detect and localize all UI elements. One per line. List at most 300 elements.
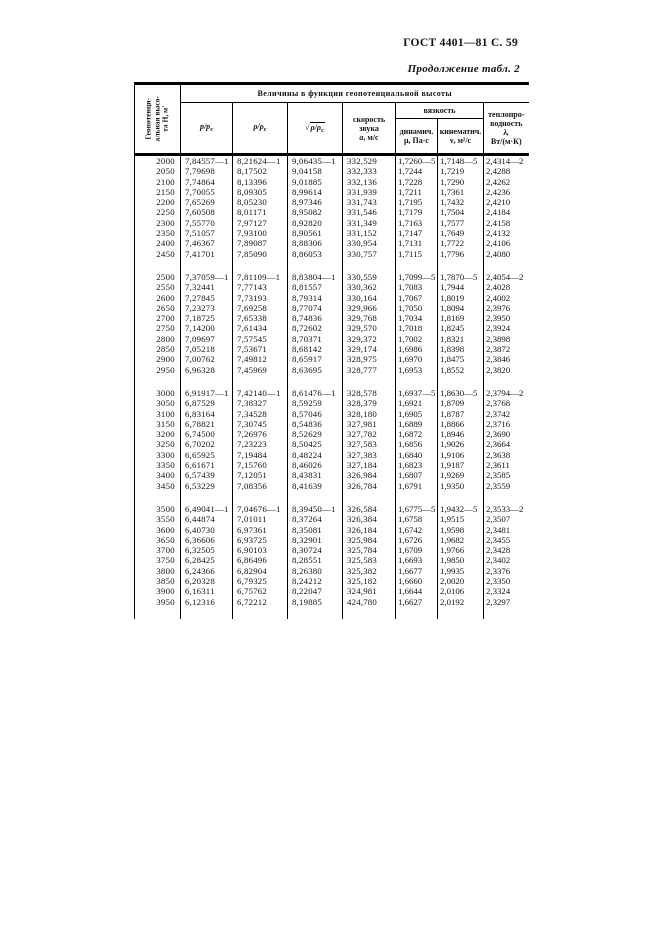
spacer-cell bbox=[396, 491, 438, 504]
table-cell: 6,74500 bbox=[181, 429, 233, 439]
table-cell: 2,3742 bbox=[486, 408, 511, 419]
table-cell: 1,6921 bbox=[396, 398, 438, 408]
spacer-row bbox=[135, 491, 529, 504]
table-cell: 7,69258 bbox=[233, 303, 288, 313]
table-cell: 331,546 bbox=[343, 207, 396, 217]
table-row bbox=[135, 439, 529, 449]
table-cell: 1,8169 bbox=[438, 313, 484, 323]
table-cell: 2,4106 bbox=[486, 238, 511, 249]
table-cell: 1,7260—5 bbox=[396, 155, 438, 167]
table-row bbox=[135, 504, 529, 514]
kinematic-viscosity-line1: кинематич. bbox=[439, 127, 482, 136]
table-cell: 2200 bbox=[135, 197, 181, 207]
table-cell: 2,4028 bbox=[486, 282, 511, 293]
table-cell: 3050 bbox=[135, 398, 181, 408]
table-cell: 8,32901 bbox=[288, 535, 343, 545]
table-cell: 7,37059—1 bbox=[181, 272, 233, 282]
speed-label-line1: скорость bbox=[352, 114, 386, 124]
table-cell: 1,8398 bbox=[438, 344, 484, 354]
col-header-pressure-ratio bbox=[181, 103, 233, 155]
table-cell: 332,333 bbox=[343, 166, 396, 176]
table-cell: 2,0106 bbox=[438, 586, 484, 596]
col-header-density-ratio bbox=[233, 103, 288, 155]
table-cell: 1,8630—5 bbox=[438, 388, 484, 398]
table-cell: 7,08356 bbox=[233, 481, 288, 491]
height-label-line3: та Н, м' bbox=[160, 105, 170, 133]
spacer-cell bbox=[288, 491, 343, 504]
table-cell: 2350 bbox=[135, 228, 181, 238]
table-row bbox=[135, 344, 529, 354]
table-cell: 1,8552 bbox=[438, 365, 484, 375]
table-cell: 7,65338 bbox=[233, 313, 288, 323]
table-row bbox=[135, 597, 529, 607]
table-cell: 2,3559 bbox=[486, 480, 511, 491]
table-cell: 1,7067 bbox=[396, 293, 438, 303]
table-row bbox=[135, 166, 529, 176]
table-cell: 8,70371 bbox=[288, 334, 343, 344]
table-cell: 2,3820 bbox=[486, 364, 511, 375]
table-cell: 1,7131 bbox=[396, 238, 438, 248]
table-title: Величины в функции геопотенциальной высоты bbox=[181, 84, 529, 103]
spacer-cell bbox=[484, 491, 529, 504]
table-cell: 1,6791 bbox=[396, 481, 438, 491]
table-cell: 1,6644 bbox=[396, 586, 438, 596]
table-cell: 2,3950 bbox=[486, 313, 511, 324]
table-cell: 3400 bbox=[135, 470, 181, 480]
spacer-row bbox=[135, 259, 529, 272]
height-label-line2: альная высо- bbox=[151, 96, 161, 142]
table-cell: 332,529 bbox=[343, 155, 396, 167]
table-cell: 8,30724 bbox=[288, 545, 343, 555]
table-cell: 329,372 bbox=[343, 334, 396, 344]
pressure-ratio-base: p/p bbox=[199, 122, 211, 131]
table-cell: 7,01011 bbox=[233, 514, 288, 524]
table-cell: 1,6758 bbox=[396, 514, 438, 524]
table-cell: 7,73193 bbox=[233, 293, 288, 303]
table-cell: 3950 bbox=[135, 597, 181, 607]
table-cell: 8,77074 bbox=[288, 303, 343, 313]
table-row bbox=[135, 419, 529, 429]
table-cell: 8,13396 bbox=[233, 177, 288, 187]
table-cell: 8,28551 bbox=[288, 555, 343, 565]
table-cell: 2,0192 bbox=[438, 597, 484, 607]
table-cell: 7,26976 bbox=[233, 429, 288, 439]
table-cell: 1,7083 bbox=[396, 282, 438, 292]
table-cell: 8,63695 bbox=[288, 365, 343, 375]
table-cell: 6,75762 bbox=[233, 586, 288, 596]
table-row bbox=[135, 313, 529, 323]
table-cell: 7,38327 bbox=[233, 398, 288, 408]
table-cell: 7,30745 bbox=[233, 419, 288, 429]
dynamic-viscosity-line1: динамич. bbox=[399, 127, 434, 136]
table-row bbox=[135, 228, 529, 238]
table-cell: 2700 bbox=[135, 313, 181, 323]
table-cell: 1,6709 bbox=[396, 545, 438, 555]
table-cell: 2650 bbox=[135, 303, 181, 313]
table-cell: 2,3585 bbox=[486, 470, 511, 481]
table-cell: 2250 bbox=[135, 207, 181, 217]
table-cell: 2,3690 bbox=[486, 429, 511, 440]
table-cell: 2,3402 bbox=[486, 555, 511, 566]
table-cell: 326,184 bbox=[343, 525, 396, 535]
density-ratio-base: ρ/ρ bbox=[253, 122, 264, 131]
table-cell: 1,7796 bbox=[438, 249, 484, 259]
table-cell: 8,81557 bbox=[288, 282, 343, 292]
table-row bbox=[135, 323, 529, 333]
table-cell: 2,3376 bbox=[486, 565, 511, 576]
table-cell: 1,8321 bbox=[438, 334, 484, 344]
table-cell: 7,42140—1 bbox=[233, 388, 288, 398]
table-cell: 2000 bbox=[135, 155, 181, 167]
table-cell: 330,757 bbox=[343, 249, 396, 259]
table-cell: 6,36606 bbox=[181, 535, 233, 545]
table-cell: 3300 bbox=[135, 450, 181, 460]
table-row bbox=[135, 207, 529, 217]
table-cell: 7,05218 bbox=[181, 344, 233, 354]
table-cell: 3000 bbox=[135, 388, 181, 398]
table-cell: 3650 bbox=[135, 535, 181, 545]
table-cell: 1,6775—5 bbox=[396, 504, 438, 514]
table-cell: 2,3872 bbox=[486, 344, 511, 355]
table-row bbox=[135, 470, 529, 480]
table-row bbox=[135, 272, 529, 282]
spacer-row bbox=[135, 607, 529, 619]
table-cell: 7,19484 bbox=[233, 450, 288, 460]
table-cell: 1,6840 bbox=[396, 450, 438, 460]
table-cell: 6,32505 bbox=[181, 545, 233, 555]
table-cell: 2,4158 bbox=[486, 217, 511, 228]
lambda-label-line2: водность bbox=[490, 119, 523, 128]
table-cell: 7,51057 bbox=[181, 228, 233, 238]
table-cell: 3750 bbox=[135, 555, 181, 565]
table-cell: 3600 bbox=[135, 525, 181, 535]
table-row bbox=[135, 409, 529, 419]
table-cell: 2400 bbox=[135, 238, 181, 248]
table-cell: 2,4288 bbox=[486, 166, 511, 177]
table-cell: 8,46026 bbox=[288, 460, 343, 470]
spacer-cell bbox=[484, 375, 529, 388]
table-cell: 7,85090 bbox=[233, 249, 288, 259]
table-cell: 6,24366 bbox=[181, 566, 233, 576]
table-cell: 7,55770 bbox=[181, 218, 233, 228]
table-cell: 3500 bbox=[135, 504, 181, 514]
table-cell: 2,4314—2 bbox=[484, 155, 529, 167]
table-cell: 7,14200 bbox=[181, 323, 233, 333]
col-header-speed-of-sound bbox=[343, 103, 396, 155]
spacer-cell bbox=[484, 259, 529, 272]
table-cell: 1,7018 bbox=[396, 323, 438, 333]
table-cell: 6,86496 bbox=[233, 555, 288, 565]
col-header-thermal-conductivity bbox=[484, 103, 529, 155]
spacer-cell bbox=[343, 491, 396, 504]
table-cell: 2150 bbox=[135, 187, 181, 197]
table-cell: 2,3324 bbox=[486, 586, 511, 597]
density-ratio-sub: с bbox=[263, 126, 267, 133]
table-cell: 2500 bbox=[135, 272, 181, 282]
table-cell: 8,17502 bbox=[233, 166, 288, 176]
speed-symbol: a bbox=[359, 132, 364, 142]
table-row bbox=[135, 586, 529, 596]
table-cell: 1,7228 bbox=[396, 177, 438, 187]
table-row bbox=[135, 155, 529, 167]
table-cell: 1,7034 bbox=[396, 313, 438, 323]
lambda-unit: Вт/(м·К) bbox=[490, 137, 522, 146]
speed-unit: , м/с bbox=[363, 132, 379, 142]
table-row bbox=[135, 293, 529, 303]
table-cell: 2,3611 bbox=[486, 460, 510, 471]
table-row bbox=[135, 450, 529, 460]
table-cell: 2,3716 bbox=[486, 418, 511, 429]
table-cell: 8,59259 bbox=[288, 398, 343, 408]
table-cell: 7,61434 bbox=[233, 323, 288, 333]
table-row bbox=[135, 187, 529, 197]
table-cell: 1,7290 bbox=[438, 177, 484, 187]
table-cell: 3350 bbox=[135, 460, 181, 470]
table-row bbox=[135, 566, 529, 576]
doc-ref: ГОСТ 4401—81 С. 59 bbox=[403, 37, 518, 49]
table-cell: 1,6953 bbox=[396, 365, 438, 375]
table-cell: 1,7432 bbox=[438, 197, 484, 207]
table-row bbox=[135, 429, 529, 439]
table-cell: 8,99614 bbox=[288, 187, 343, 197]
table-cell: 7,74864 bbox=[181, 177, 233, 187]
table-cell: 7,18725 bbox=[181, 313, 233, 323]
table-cell: 329,768 bbox=[343, 313, 396, 323]
table-cell: 1,7163 bbox=[396, 218, 438, 228]
table-cell: 325,984 bbox=[343, 535, 396, 545]
spacer-cell bbox=[233, 607, 288, 619]
table-row bbox=[135, 282, 529, 292]
table-cell: 1,9269 bbox=[438, 470, 484, 480]
table-cell: 8,05230 bbox=[233, 197, 288, 207]
table-cell: 1,6677 bbox=[396, 566, 438, 576]
table-cell: 7,49812 bbox=[233, 354, 288, 364]
table-cell: 7,23273 bbox=[181, 303, 233, 313]
table-cell: 1,7099—5 bbox=[396, 272, 438, 282]
table-cell: 1,7577 bbox=[438, 218, 484, 228]
table-cell: 7,53671 bbox=[233, 344, 288, 354]
spacer-row bbox=[135, 375, 529, 388]
kinematic-viscosity-line2: ν, м²/с bbox=[449, 136, 472, 145]
table-cell: 1,7504 bbox=[438, 207, 484, 217]
table-cell: 1,6970 bbox=[396, 354, 438, 364]
spacer-cell bbox=[343, 259, 396, 272]
table-cell: 1,6872 bbox=[396, 429, 438, 439]
table-cell: 330,954 bbox=[343, 238, 396, 248]
table-cell: 1,6627 bbox=[396, 597, 438, 607]
continuation-label: Продолжение табл. 2 bbox=[407, 63, 520, 75]
table-cell: 1,8094 bbox=[438, 303, 484, 313]
table-cell: 331,152 bbox=[343, 228, 396, 238]
table-cell: 8,92820 bbox=[288, 218, 343, 228]
spacer-cell bbox=[484, 607, 529, 619]
table-cell: 7,79698 bbox=[181, 166, 233, 176]
table-cell: 7,70055 bbox=[181, 187, 233, 197]
table-cell: 2,4002 bbox=[486, 292, 511, 303]
table-cell: 1,6742 bbox=[396, 525, 438, 535]
table-cell: 2850 bbox=[135, 344, 181, 354]
table-cell: 1,9598 bbox=[438, 525, 484, 535]
col-header-dynamic-viscosity bbox=[396, 119, 438, 155]
lambda-symbol: λ, bbox=[503, 128, 510, 137]
table-cell: 2300 bbox=[135, 218, 181, 228]
lambda-label-line1: теплопро- bbox=[488, 110, 525, 119]
table-cell: 332,136 bbox=[343, 177, 396, 187]
table-cell: 6,57439 bbox=[181, 470, 233, 480]
table-cell: 2,3507 bbox=[486, 514, 511, 525]
table-cell: 7,84557—1 bbox=[181, 155, 233, 167]
table-cell: 1,7002 bbox=[396, 334, 438, 344]
table-cell: 3150 bbox=[135, 419, 181, 429]
table-cell: 2,3455 bbox=[486, 534, 511, 545]
table-cell: 7,41701 bbox=[181, 249, 233, 259]
table-cell: 2,3976 bbox=[486, 302, 511, 313]
table-cell: 3550 bbox=[135, 514, 181, 524]
table-cell: 1,6986 bbox=[396, 344, 438, 354]
table-cell: 328,777 bbox=[343, 365, 396, 375]
table-cell: 1,9187 bbox=[438, 460, 484, 470]
table-cell: 329,570 bbox=[343, 323, 396, 333]
table-cell: 2,4210 bbox=[486, 197, 511, 208]
table-cell: 7,60508 bbox=[181, 207, 233, 217]
table-cell: 1,7147 bbox=[396, 228, 438, 238]
table-cell: 8,01171 bbox=[233, 207, 288, 217]
table-cell: 6,44874 bbox=[181, 514, 233, 524]
table-cell: 8,65917 bbox=[288, 354, 343, 364]
table-cell: 7,09697 bbox=[181, 334, 233, 344]
table-row bbox=[135, 514, 529, 524]
table-cell: 327,782 bbox=[343, 429, 396, 439]
table-cell: 327,184 bbox=[343, 460, 396, 470]
table-row bbox=[135, 177, 529, 187]
table-cell: 1,6807 bbox=[396, 470, 438, 480]
table-cell: 2600 bbox=[135, 293, 181, 303]
table-cell: 6,12316 bbox=[181, 597, 233, 607]
table-cell: 328,578 bbox=[343, 388, 396, 398]
table-cell: 2,4132 bbox=[486, 228, 511, 239]
table-cell: 9,06435—1 bbox=[288, 155, 343, 167]
col-header-geopotential-height bbox=[135, 84, 181, 155]
table-cell: 1,7195 bbox=[396, 197, 438, 207]
table-cell: 2,3481 bbox=[486, 524, 511, 535]
table-cell: 329,966 bbox=[343, 303, 396, 313]
table-cell: 6,97361 bbox=[233, 525, 288, 535]
table-row bbox=[135, 398, 529, 408]
table-cell: 1,6889 bbox=[396, 419, 438, 429]
table-cell: 2,3794—2 bbox=[486, 387, 524, 398]
table-cell: 3450 bbox=[135, 481, 181, 491]
table-cell: 329,174 bbox=[343, 344, 396, 354]
atmosphere-table bbox=[134, 82, 529, 619]
table-cell: 2,3768 bbox=[486, 398, 511, 409]
table-cell: 1,7244 bbox=[396, 166, 438, 176]
table-cell: 424,780 bbox=[343, 597, 396, 607]
table-cell: 3900 bbox=[135, 586, 181, 596]
table-cell: 6,96328 bbox=[181, 365, 233, 375]
table-body bbox=[135, 155, 529, 619]
table-cell: 1,6856 bbox=[396, 439, 438, 449]
table-cell: 331,743 bbox=[343, 197, 396, 207]
table-cell: 7,93100 bbox=[233, 228, 288, 238]
col-header-kinematic-viscosity bbox=[438, 119, 484, 155]
table-cell: 1,6726 bbox=[396, 535, 438, 545]
table-cell: 7,97127 bbox=[233, 218, 288, 228]
spacer-cell bbox=[181, 259, 233, 272]
table-cell: 1,6937—5 bbox=[396, 388, 438, 398]
table-cell: 6,82904 bbox=[233, 566, 288, 576]
table-cell: 2550 bbox=[135, 282, 181, 292]
table-cell: 2900 bbox=[135, 354, 181, 364]
table-cell: 2,4262 bbox=[486, 176, 511, 187]
table-cell: 8,86053 bbox=[288, 249, 343, 259]
table-cell: 8,61476—1 bbox=[288, 388, 343, 398]
table-cell: 8,72602 bbox=[288, 323, 343, 333]
table-row bbox=[135, 460, 529, 470]
table-cell: 2750 bbox=[135, 323, 181, 333]
table-cell: 1,9766 bbox=[438, 545, 484, 555]
table-cell: 1,9682 bbox=[438, 535, 484, 545]
table-cell: 2,3846 bbox=[486, 354, 511, 365]
table-cell: 2,4080 bbox=[486, 248, 511, 259]
spacer-cell bbox=[233, 375, 288, 388]
table-cell: 327,383 bbox=[343, 450, 396, 460]
table-cell: 1,9106 bbox=[438, 450, 484, 460]
table-cell: 1,6660 bbox=[396, 576, 438, 586]
table-cell: 1,7179 bbox=[396, 207, 438, 217]
table-cell: 7,46367 bbox=[181, 238, 233, 248]
table-cell: 7,77143 bbox=[233, 282, 288, 292]
table-cell: 6,83164 bbox=[181, 409, 233, 419]
table-cell: 326,384 bbox=[343, 514, 396, 524]
table-cell: 8,09305 bbox=[233, 187, 288, 197]
table-cell: 1,7050 bbox=[396, 303, 438, 313]
table-cell: 1,8709 bbox=[438, 398, 484, 408]
table-cell: 6,70202 bbox=[181, 439, 233, 449]
table-cell: 2,3297 bbox=[486, 596, 511, 607]
table-cell: 8,52629 bbox=[288, 429, 343, 439]
table-cell: 1,8946 bbox=[438, 429, 484, 439]
table-cell: 8,50425 bbox=[288, 439, 343, 449]
spacer-cell bbox=[135, 491, 181, 504]
table-cell: 2,3664 bbox=[486, 439, 511, 450]
table-cell: 2,4054—2 bbox=[486, 271, 524, 282]
table-cell: 6,16311 bbox=[181, 586, 233, 596]
table-cell: 7,45969 bbox=[233, 365, 288, 375]
table-cell: 1,9350 bbox=[438, 481, 484, 491]
dynamic-viscosity-line2: μ, Па·с bbox=[404, 136, 429, 145]
table-cell: 8,48224 bbox=[288, 450, 343, 460]
table-cell: 8,57046 bbox=[288, 409, 343, 419]
table-cell: 8,41639 bbox=[288, 481, 343, 491]
table-row bbox=[135, 249, 529, 259]
table-cell: 325,182 bbox=[343, 576, 396, 586]
table-cell: 7,12051 bbox=[233, 470, 288, 480]
table-cell: 1,7361 bbox=[438, 187, 484, 197]
speed-label-line2: звука bbox=[359, 123, 379, 133]
table-cell: 328,379 bbox=[343, 398, 396, 408]
radical-sign: √ bbox=[305, 122, 310, 132]
table-cell: 7,65269 bbox=[181, 197, 233, 207]
table-cell: 1,7870—5 bbox=[438, 272, 484, 282]
spacer-cell bbox=[135, 607, 181, 619]
table-cell: 2450 bbox=[135, 249, 181, 259]
table-cell: 6,65925 bbox=[181, 450, 233, 460]
table-cell: 330,164 bbox=[343, 293, 396, 303]
table-cell: 8,35081 bbox=[288, 525, 343, 535]
table-cell: 3700 bbox=[135, 545, 181, 555]
table-cell: 7,57545 bbox=[233, 334, 288, 344]
table-cell: 2,4184 bbox=[486, 207, 511, 218]
